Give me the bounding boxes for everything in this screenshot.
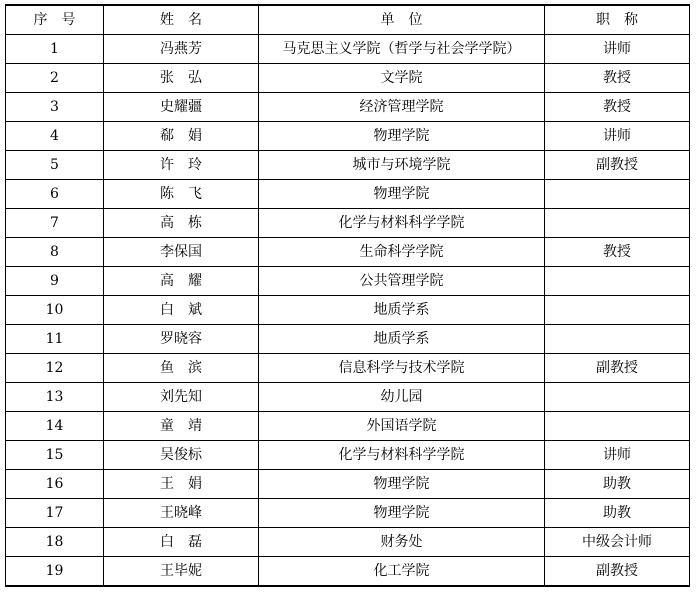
cell-name: 高 栋 xyxy=(104,209,259,238)
cell-index: 16 xyxy=(6,470,104,499)
cell-index: 10 xyxy=(6,296,104,325)
cell-unit: 化学与材料科学学院 xyxy=(259,209,545,238)
cell-title: 讲师 xyxy=(545,441,690,470)
table-row xyxy=(6,64,690,93)
cell-index: 19 xyxy=(6,557,104,587)
cell-title: 教授 xyxy=(545,238,690,267)
cell-unit: 物理学院 xyxy=(259,499,545,528)
header-index: 序 号 xyxy=(6,5,104,35)
cell-name: 李保国 xyxy=(104,238,259,267)
cell-index: 4 xyxy=(6,122,104,151)
table-row xyxy=(6,412,690,441)
cell-title xyxy=(545,180,690,209)
staff-list-document xyxy=(5,4,689,587)
cell-title: 副教授 xyxy=(545,557,690,587)
cell-name: 张 弘 xyxy=(104,64,259,93)
table-row xyxy=(6,238,690,267)
table-row xyxy=(6,93,690,122)
cell-title: 助教 xyxy=(545,499,690,528)
cell-index: 14 xyxy=(6,412,104,441)
cell-name: 吴俊标 xyxy=(104,441,259,470)
table-row xyxy=(6,528,690,557)
cell-title xyxy=(545,209,690,238)
cell-title: 教授 xyxy=(545,64,690,93)
cell-title: 教授 xyxy=(545,93,690,122)
table-row xyxy=(6,35,690,64)
cell-index: 18 xyxy=(6,528,104,557)
cell-title: 讲师 xyxy=(545,35,690,64)
table-row xyxy=(6,267,690,296)
cell-index: 5 xyxy=(6,151,104,180)
header-name: 姓 名 xyxy=(104,5,259,35)
cell-unit: 物理学院 xyxy=(259,122,545,151)
cell-title xyxy=(545,412,690,441)
table-row xyxy=(6,325,690,354)
table-row xyxy=(6,557,690,587)
cell-title: 讲师 xyxy=(545,122,690,151)
cell-index: 1 xyxy=(6,35,104,64)
table-row xyxy=(6,209,690,238)
cell-unit: 生命科学学院 xyxy=(259,238,545,267)
cell-title xyxy=(545,267,690,296)
header-title: 职 称 xyxy=(545,5,690,35)
table-row xyxy=(6,122,690,151)
table-row xyxy=(6,296,690,325)
table-row xyxy=(6,470,690,499)
cell-name: 白 斌 xyxy=(104,296,259,325)
cell-unit: 物理学院 xyxy=(259,180,545,209)
cell-name: 白 磊 xyxy=(104,528,259,557)
cell-name: 史耀疆 xyxy=(104,93,259,122)
table-row xyxy=(6,151,690,180)
table-row xyxy=(6,499,690,528)
cell-name: 冯燕芳 xyxy=(104,35,259,64)
cell-name: 刘先知 xyxy=(104,383,259,412)
cell-index: 11 xyxy=(6,325,104,354)
cell-title: 助教 xyxy=(545,470,690,499)
cell-unit: 物理学院 xyxy=(259,470,545,499)
cell-index: 7 xyxy=(6,209,104,238)
cell-index: 6 xyxy=(6,180,104,209)
cell-unit: 城市与环境学院 xyxy=(259,151,545,180)
cell-unit: 幼儿园 xyxy=(259,383,545,412)
table-row xyxy=(6,354,690,383)
cell-unit: 化工学院 xyxy=(259,557,545,587)
cell-title: 副教授 xyxy=(545,151,690,180)
cell-index: 9 xyxy=(6,267,104,296)
cell-title xyxy=(545,325,690,354)
cell-name: 王晓峰 xyxy=(104,499,259,528)
header-unit: 单 位 xyxy=(259,5,545,35)
cell-index: 13 xyxy=(6,383,104,412)
cell-unit: 经济管理学院 xyxy=(259,93,545,122)
cell-index: 12 xyxy=(6,354,104,383)
table-header xyxy=(6,5,690,35)
cell-index: 2 xyxy=(6,64,104,93)
cell-unit: 文学院 xyxy=(259,64,545,93)
cell-name: 许 玲 xyxy=(104,151,259,180)
staff-table xyxy=(5,4,690,587)
cell-unit: 化学与材料科学学院 xyxy=(259,441,545,470)
cell-name: 罗晓容 xyxy=(104,325,259,354)
cell-unit: 地质学系 xyxy=(259,325,545,354)
cell-name: 王 娟 xyxy=(104,470,259,499)
cell-index: 17 xyxy=(6,499,104,528)
cell-title xyxy=(545,296,690,325)
cell-unit: 财务处 xyxy=(259,528,545,557)
cell-name: 王毕妮 xyxy=(104,557,259,587)
cell-unit: 马克思主义学院（哲学与社会学学院） xyxy=(259,35,545,64)
cell-name: 陈 飞 xyxy=(104,180,259,209)
cell-name: 鱼 滨 xyxy=(104,354,259,383)
cell-name: 童 靖 xyxy=(104,412,259,441)
cell-index: 8 xyxy=(6,238,104,267)
table-row xyxy=(6,441,690,470)
cell-name: 郗 娟 xyxy=(104,122,259,151)
table-body xyxy=(6,35,690,587)
table-row xyxy=(6,180,690,209)
cell-unit: 公共管理学院 xyxy=(259,267,545,296)
cell-unit: 地质学系 xyxy=(259,296,545,325)
header-row xyxy=(6,5,690,35)
cell-unit: 外国语学院 xyxy=(259,412,545,441)
cell-title: 副教授 xyxy=(545,354,690,383)
cell-index: 3 xyxy=(6,93,104,122)
cell-name: 高 耀 xyxy=(104,267,259,296)
cell-title: 中级会计师 xyxy=(545,528,690,557)
cell-index: 15 xyxy=(6,441,104,470)
cell-unit: 信息科学与技术学院 xyxy=(259,354,545,383)
cell-title xyxy=(545,383,690,412)
table-row xyxy=(6,383,690,412)
